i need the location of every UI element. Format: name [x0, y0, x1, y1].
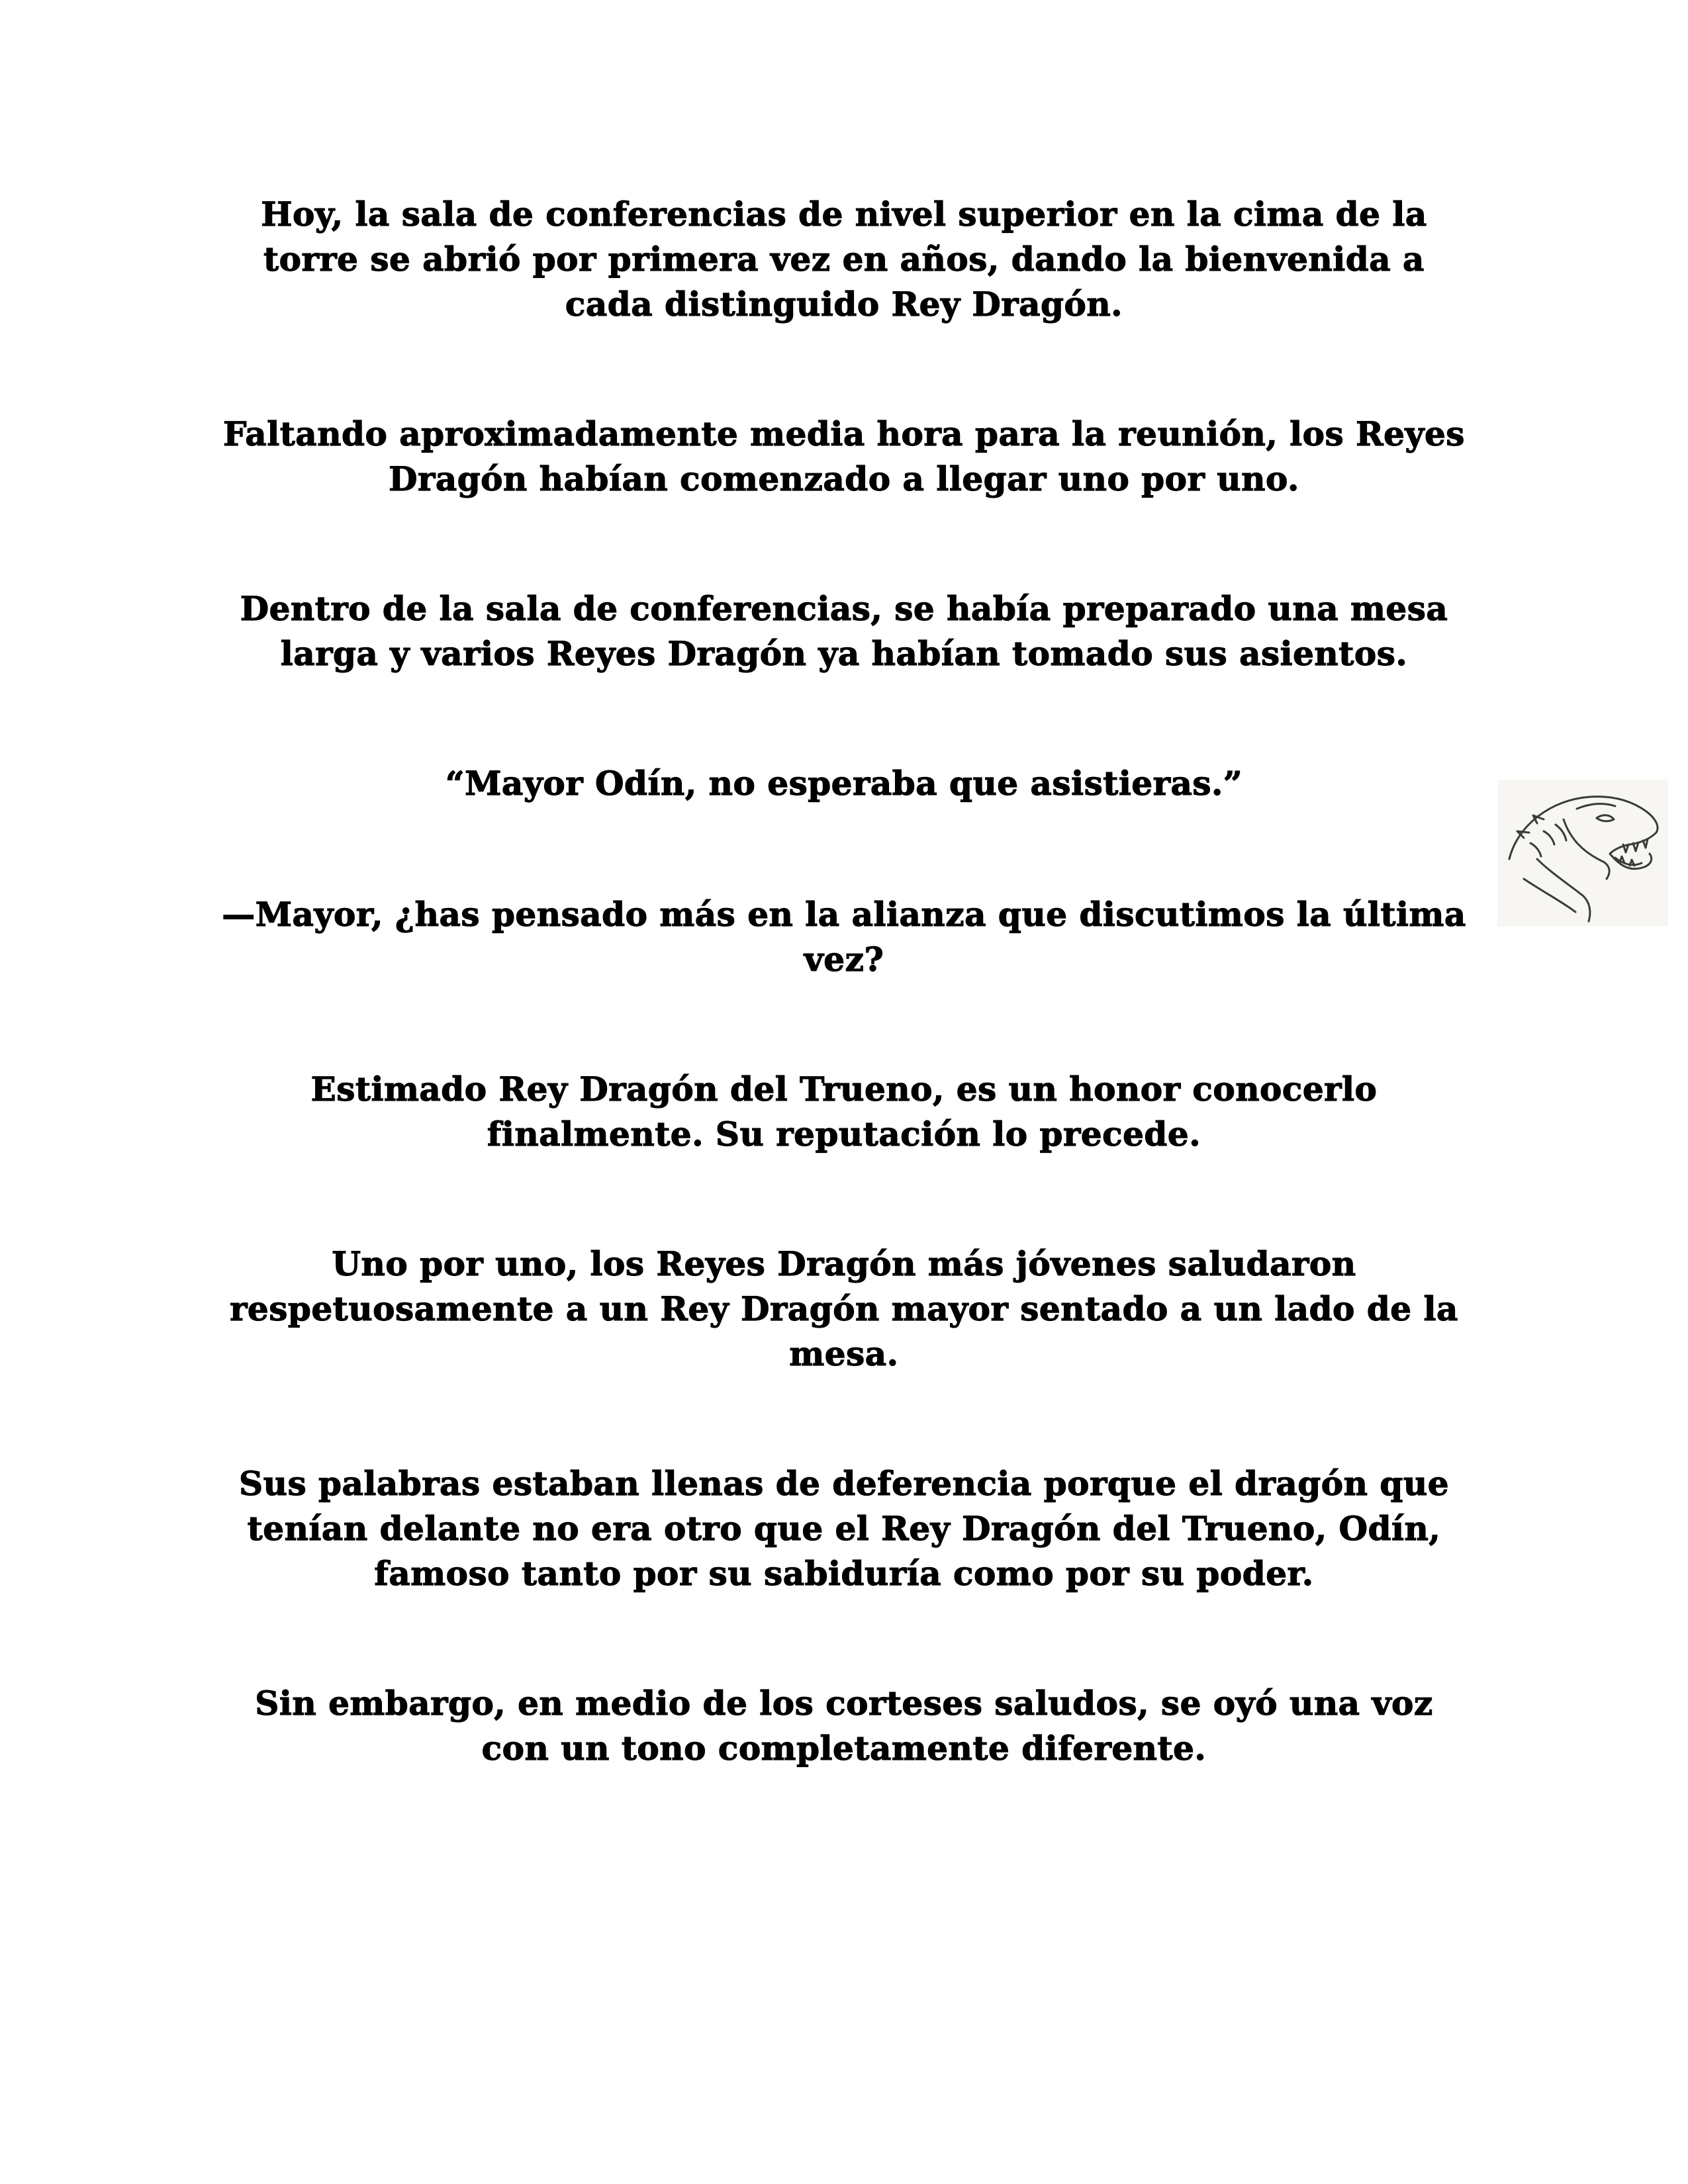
paragraph-7: Uno por uno, los Reyes Dragón más jóvenes saludaron respetuosamente a un Rey Dragón mayor sentado a un lado de la mesa. [230, 1244, 1458, 1373]
text-column [218, 192, 1470, 1771]
paragraph-1: Hoy, la sala de conferencias de nivel superior en la cima de la torre se abrió por primera vez en años, dando la bienvenida a cada distinguido Rey Dragón. [261, 195, 1427, 324]
dragon-head-sketch-icon [1497, 780, 1668, 927]
paragraph-8: Sus palabras estaban llenas de deferencia porque el dragón que tenían delante no era otro que el Rey Dragón del Trueno, Odín, famoso tanto por su sabiduría como por su poder. [238, 1464, 1450, 1593]
paragraph-2: Faltando aproximadamente media hora para la reunión, los Reyes Dragón habían comenzado a llegar uno por uno. [223, 414, 1465, 498]
paragraph-3: Dentro de la sala de conferencias, se había preparado una mesa larga y varios Reyes Dragón ya habían tomado sus asientos. [240, 589, 1448, 673]
paragraph-6: Estimado Rey Dragón del Trueno, es un honor conocerlo finalmente. Su reputación lo precede. [310, 1069, 1378, 1154]
paragraph-9: Sin embargo, en medio de los corteses saludos, se oyó una voz con un tono completamente diferente. [255, 1684, 1433, 1768]
paragraph-4: “Mayor Odín, no esperaba que asistieras.” [445, 764, 1243, 803]
paragraph-5: —Mayor, ¿has pensado más en la alianza que discutimos la última vez? [222, 895, 1466, 979]
